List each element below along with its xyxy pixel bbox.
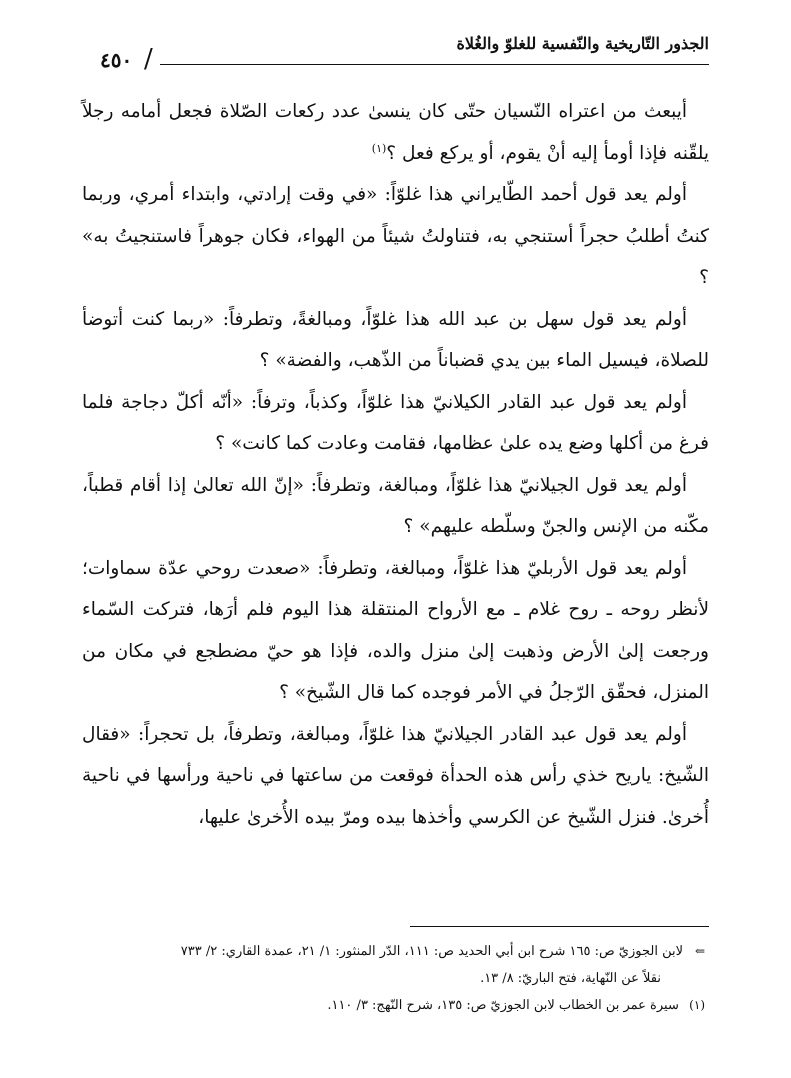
paragraph-1-text: أيبعث من اعتراه النّسيان حتّى كان ينسىٰ عدد ركعات الصّلاة فجعل أمامه رجلاً يلقّنه فإذا أومأ إليه أنْ يقوم، أو يركع فعل ؟: [82, 101, 709, 164]
footnote-continued-line-2: نقلاً عن النّهاية، فتح الباريّ: ٨/ ١٣.: [480, 971, 661, 986]
header-rule: [160, 64, 709, 65]
footnote-1-text: سيرة عمر بن الخطاب لابن الجوزيّ ص: ١٣٥، شرح النّهج: ٣/ ١١٠.: [327, 998, 679, 1013]
footnote-rule: [410, 926, 709, 927]
footnote-1: [82, 992, 705, 1019]
running-title: الجذور التّاريخية والنّفسية للغلوّ والغُلاة: [456, 34, 709, 53]
paragraph-6: أولم يعد قول الأربليّ هذا غلوّاً، ومبالغة، وتطرفاً: «صعدت روحي عدّة سماوات؛ لأنظر روحه ـ روح غلام ـ مع الأرواح المنتقلة هذا اليوم فلم أرَها، فتركت السّماء ورجعت إلىٰ الأرض وذهبت إلىٰ منزل والده، فإذا هو حيّ مضطجع في مكان من المنزل، فحقّق الرّجلُ في الأمر فوجده كما قال الشّيخ» ؟: [82, 557, 709, 703]
paragraph-2: أولم يعد قول أحمد الطّايراني هذا غلوّاً: «في وقت إرادتي، وابتداء أمري، وربما كنتُ أطلبُ حجراً أستنجي به، فتناولتُ شيئاً من الهواء، فكان جوهراً فاستنجيتُ به» ؟: [82, 184, 709, 288]
paragraph-4: أولم يعد قول عبد القادر الكيلانيّ هذا غلوّاً، وكذباً، وترفاً: «أنّه أكلّ دجاجة فلما فرغ من أكلها وضع يده علىٰ عظامها، فقامت وعادت كما كانت» ؟: [82, 391, 709, 454]
continuation-arrow-icon: ⇐: [694, 944, 705, 958]
paragraph-1: [82, 91, 709, 174]
page-number: ٤٥٠: [100, 48, 133, 72]
paragraph-7: أولم يعد قول عبد القادر الجيلانيّ هذا غلوّاً، ومبالغة، وتطرفاً، بل تحجراً: «فقال الشّيخ: ياريح خذي رأس هذه الحدأة فوقعت من ساعتها في ناحية ورأسها في ناحية أُخرىٰ. فنزل الشّيخ عن الكرسي وأخذها بيده ومرّ بيده الأُخرىٰ عليها،: [82, 723, 709, 828]
footnotes: [82, 938, 705, 1019]
footnote-1-mark: (١): [689, 998, 705, 1012]
page-header: [82, 30, 709, 76]
footnote-ref-1: (١): [371, 141, 387, 155]
footnote-continued-line-1: لابن الجوزيّ ص: ١٦٥ شرح ابن أبي الحديد ص: ١١١، الدّر المنثور: ١/ ٢١، عمدة القاري: ٢/ ٧٣٣: [180, 944, 683, 959]
page-number-divider: /: [144, 44, 153, 74]
paragraph-5: أولم يعد قول الجيلانيّ هذا غلوّاً، ومبالغة، وتطرفاً: «إنّ الله تعالىٰ إذا أقام قطباً، مكّنه من الإنس والجنّ وسلّطه عليهم» ؟: [82, 474, 709, 537]
paragraph-3: أولم يعد قول سهل بن عبد الله هذا غلوّاً، ومبالغةً، وتطرفاً: «ربما كنت أتوضأ للصلاة، فيسيل الماء بين يدي قضباناً من الذّهب، والفضة» ؟: [82, 308, 709, 371]
footnote-continued: [82, 938, 705, 965]
main-text: [82, 91, 709, 838]
